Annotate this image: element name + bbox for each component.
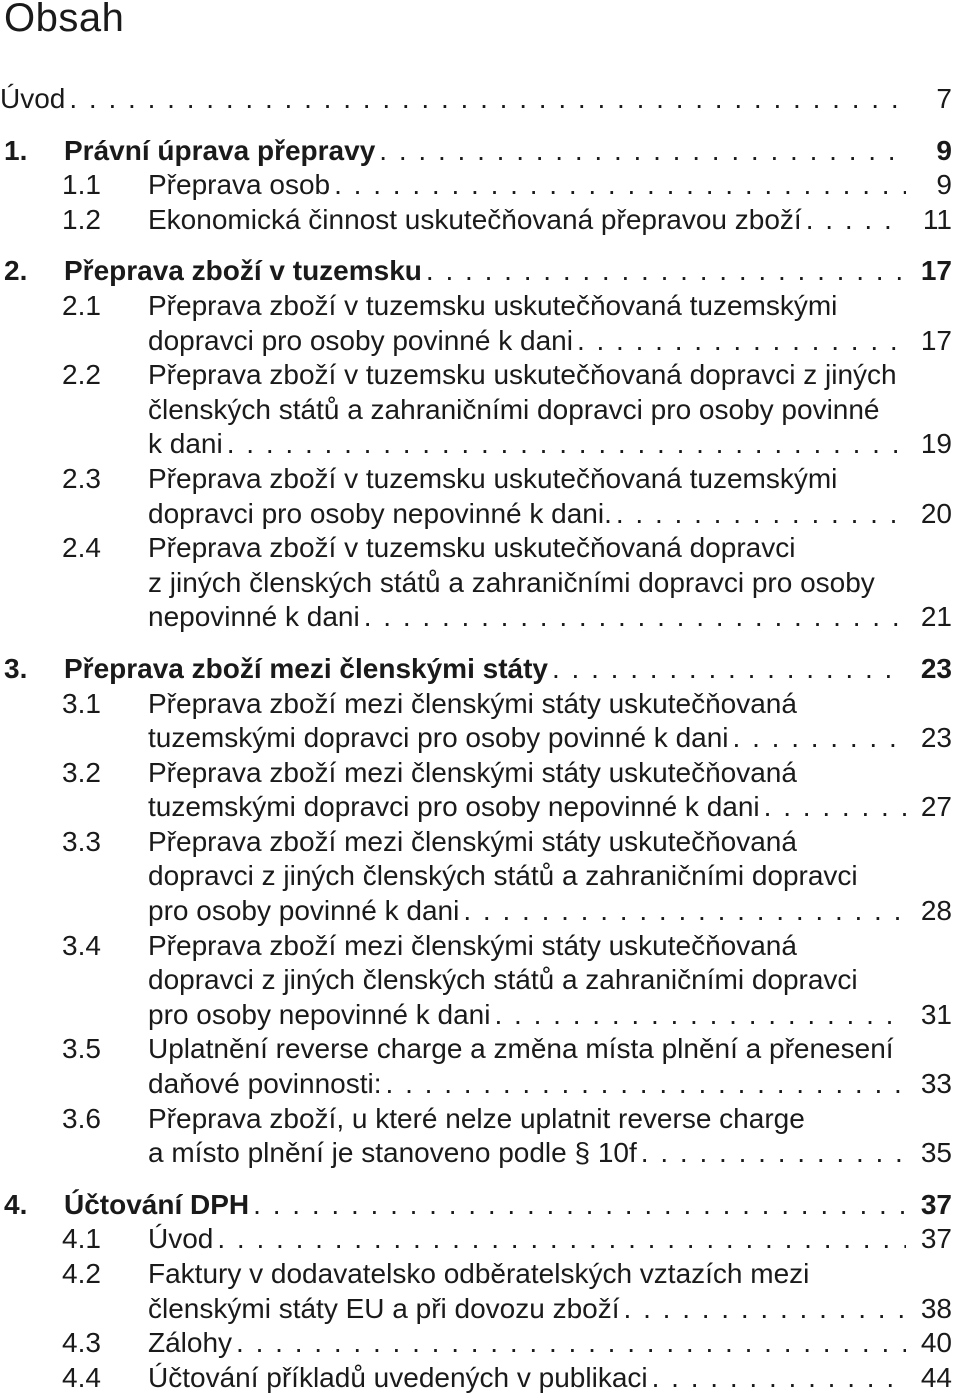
toc-entry-page-number: 33 <box>920 1068 952 1100</box>
toc-entry[interactable] <box>0 462 960 531</box>
toc-entry-page-number: 37 <box>920 1188 952 1220</box>
toc-entry-page-number: 35 <box>920 1137 952 1169</box>
toc-entry-title-line: Zálohy <box>148 1327 233 1359</box>
toc-entry-number: 2.3 <box>62 462 101 494</box>
toc-entry-title-line: Přeprava zboží v tuzemsku <box>64 255 422 287</box>
toc-entry-title-line: k dani <box>148 428 223 460</box>
toc-entry-number: 2.2 <box>62 359 101 391</box>
toc-entry-title-line: Přeprava osob <box>148 169 331 201</box>
toc-entry-title-line: dopravci z jiných členských států a zahraničními dopravci <box>148 964 858 996</box>
toc-entry-title-line: Přeprava zboží, u které nelze uplatnit reverse charge <box>148 1102 805 1134</box>
toc-entry-title-line: Přeprava zboží mezi členskými státy uskutečňovaná <box>148 687 797 719</box>
toc-entry-number: 4.1 <box>62 1223 101 1255</box>
toc-entry-page-number: 28 <box>920 895 952 927</box>
toc-entry-title-line: Úvod <box>0 83 66 114</box>
toc-entry[interactable] <box>0 1188 960 1223</box>
toc-entry-title-line: Faktury v dodavatelsko odběratelských vztazích mezi <box>148 1258 810 1289</box>
toc-entry-title-line: z jiných členských států a zahraničními dopravci pro osoby <box>148 566 875 598</box>
toc-entry-number: 4.3 <box>62 1327 101 1359</box>
toc-entry-title-line: tuzemskými dopravci pro osoby nepovinné k dani <box>148 791 760 823</box>
toc-entry-title-line: tuzemskými dopravci pro osoby povinné k dani <box>148 722 729 754</box>
toc-entry-page-number: 23 <box>920 722 952 754</box>
dot-leader <box>426 254 906 289</box>
dot-leader <box>386 1067 906 1102</box>
toc-entry-title-line: Úvod <box>148 1223 214 1255</box>
toc-entry-title-line: Přeprava zboží v tuzemsku uskutečňovaná dopravci <box>148 532 796 564</box>
toc-entry-title-line: Ekonomická činnost uskutečňovaná přepravou zboží <box>148 203 802 235</box>
dot-leader <box>334 168 906 203</box>
toc-entry-title-line: Přeprava zboží mezi členskými státy uskutečňovaná <box>148 929 797 961</box>
dot-leader <box>69 82 906 117</box>
toc-entry-page-number: 20 <box>920 497 952 529</box>
toc-entry[interactable] <box>0 652 960 687</box>
toc-entry-title-line: členskými státy EU a při dovozu zboží <box>148 1292 620 1324</box>
toc-entry-title-line: Účtování příkladů uvedených v publikaci <box>148 1361 648 1393</box>
dot-leader <box>616 497 906 532</box>
toc-entry-page-number: 27 <box>920 791 952 823</box>
toc-entry[interactable] <box>0 1361 960 1395</box>
toc-entry-number: 3.6 <box>62 1102 101 1134</box>
toc-entry[interactable] <box>0 134 960 169</box>
toc-entry-page-number: 9 <box>936 169 952 201</box>
toc-entry-title-line: dopravci pro osoby povinné k dani <box>148 324 573 356</box>
dot-leader <box>624 1292 906 1327</box>
toc-entry[interactable] <box>0 1222 960 1257</box>
dot-leader <box>379 134 906 169</box>
toc-entry-page-number: 19 <box>920 428 952 460</box>
toc-entry-number: 4.2 <box>62 1258 101 1289</box>
toc-entry[interactable] <box>0 1326 960 1361</box>
toc-entry[interactable] <box>0 254 960 289</box>
toc-entry-title-line: dopravci pro osoby nepovinné k dani. <box>148 497 612 529</box>
toc-entry-number: 3.4 <box>62 929 101 961</box>
toc-entry-page-number: 11 <box>922 203 952 235</box>
toc-entry-page-number: 44 <box>920 1361 952 1393</box>
toc-entry-title-line: Přeprava zboží mezi členskými státy uskutečňovaná <box>148 825 797 857</box>
dot-leader <box>463 894 906 929</box>
table-of-contents <box>0 82 960 1395</box>
toc-entry-title-line: pro osoby nepovinné k dani <box>148 998 491 1030</box>
toc-entry-number: 2.4 <box>62 532 101 564</box>
toc-entry-title-line: Přeprava zboží v tuzemsku uskutečňovaná dopravci z jiných <box>148 359 897 391</box>
toc-entry[interactable] <box>0 756 960 825</box>
toc-entry-title-line: Účtování DPH <box>64 1188 250 1220</box>
toc-entry-number: 3.5 <box>62 1033 101 1065</box>
toc-entry[interactable] <box>0 1102 960 1171</box>
toc-entry-number: 1. <box>4 134 28 166</box>
toc-entry[interactable] <box>0 289 960 358</box>
toc-entry-page-number: 37 <box>920 1223 952 1255</box>
page-title: Obsah <box>4 0 125 40</box>
toc-entry-page-number: 23 <box>920 652 952 684</box>
toc-entry[interactable] <box>0 1032 960 1101</box>
toc-entry-page-number: 31 <box>920 998 952 1030</box>
toc-entry-number: 2. <box>4 255 28 287</box>
toc-entry-title-line: pro osoby povinné k dani <box>148 895 460 927</box>
toc-entry-number: 2.1 <box>62 289 101 321</box>
toc-entry-number: 4.4 <box>62 1361 101 1393</box>
toc-entry[interactable] <box>0 203 960 238</box>
toc-entry-title-line: nepovinné k dani <box>148 601 360 633</box>
toc-entry-title-line: Právní úprava přepravy <box>64 134 376 166</box>
toc-entry-number: 3.1 <box>62 687 101 719</box>
toc-entry-page-number: 17 <box>920 324 952 356</box>
toc-entry[interactable] <box>0 825 960 929</box>
dot-leader <box>641 1136 906 1171</box>
toc-entry[interactable] <box>0 687 960 756</box>
toc-entry-number: 1.1 <box>62 169 101 201</box>
dot-leader <box>494 998 906 1033</box>
toc-entry-page-number: 7 <box>936 83 952 114</box>
toc-entry[interactable] <box>0 82 960 117</box>
toc-entry-number: 4. <box>4 1188 28 1220</box>
toc-entry-title-line: Přeprava zboží mezi členskými státy uskutečňovaná <box>148 756 797 788</box>
toc-entry[interactable] <box>0 168 960 203</box>
toc-entry-number: 1.2 <box>62 203 101 235</box>
toc-entry[interactable] <box>0 1257 960 1326</box>
toc-entry-page-number: 38 <box>920 1292 952 1324</box>
toc-entry-title-line: Přeprava zboží mezi členskými státy <box>64 652 548 684</box>
toc-entry-title-line: daňové povinnosti: <box>148 1068 382 1100</box>
toc-entry-title-line: Přeprava zboží v tuzemsku uskutečňovaná tuzemskými <box>148 462 838 494</box>
toc-entry-page-number: 9 <box>936 134 952 166</box>
toc-entry-number: 3.3 <box>62 825 101 857</box>
dot-leader <box>764 790 906 825</box>
dot-leader <box>236 1326 906 1361</box>
toc-entry-page-number: 21 <box>920 601 952 633</box>
toc-entry-number: 3.2 <box>62 756 101 788</box>
dot-leader <box>253 1188 906 1223</box>
dot-leader <box>217 1222 906 1257</box>
toc-entry[interactable] <box>0 929 960 1033</box>
toc-entry-title-line: a místo plnění je stanoveno podle § 10f <box>148 1137 637 1169</box>
toc-entry[interactable] <box>0 531 960 635</box>
dot-leader <box>577 324 906 359</box>
toc-entry-title-line: Přeprava zboží v tuzemsku uskutečňovaná tuzemskými <box>148 289 838 321</box>
toc-entry-title-line: Uplatnění reverse charge a změna místa plnění a přenesení <box>148 1033 894 1065</box>
dot-leader <box>733 721 906 756</box>
dot-leader <box>227 427 906 462</box>
toc-entry-title-line: dopravci z jiných členských států a zahraničními dopravci <box>148 860 858 892</box>
dot-leader <box>364 600 906 635</box>
toc-entry-page-number: 17 <box>920 255 952 287</box>
toc-entry-number: 3. <box>4 652 28 684</box>
dot-leader <box>806 203 906 238</box>
dot-leader <box>552 652 906 687</box>
toc-entry-page-number: 40 <box>920 1327 952 1359</box>
dot-leader <box>652 1361 906 1395</box>
toc-entry-title-line: členských států a zahraničními dopravci pro osoby povinné <box>148 393 880 425</box>
toc-entry[interactable] <box>0 358 960 462</box>
